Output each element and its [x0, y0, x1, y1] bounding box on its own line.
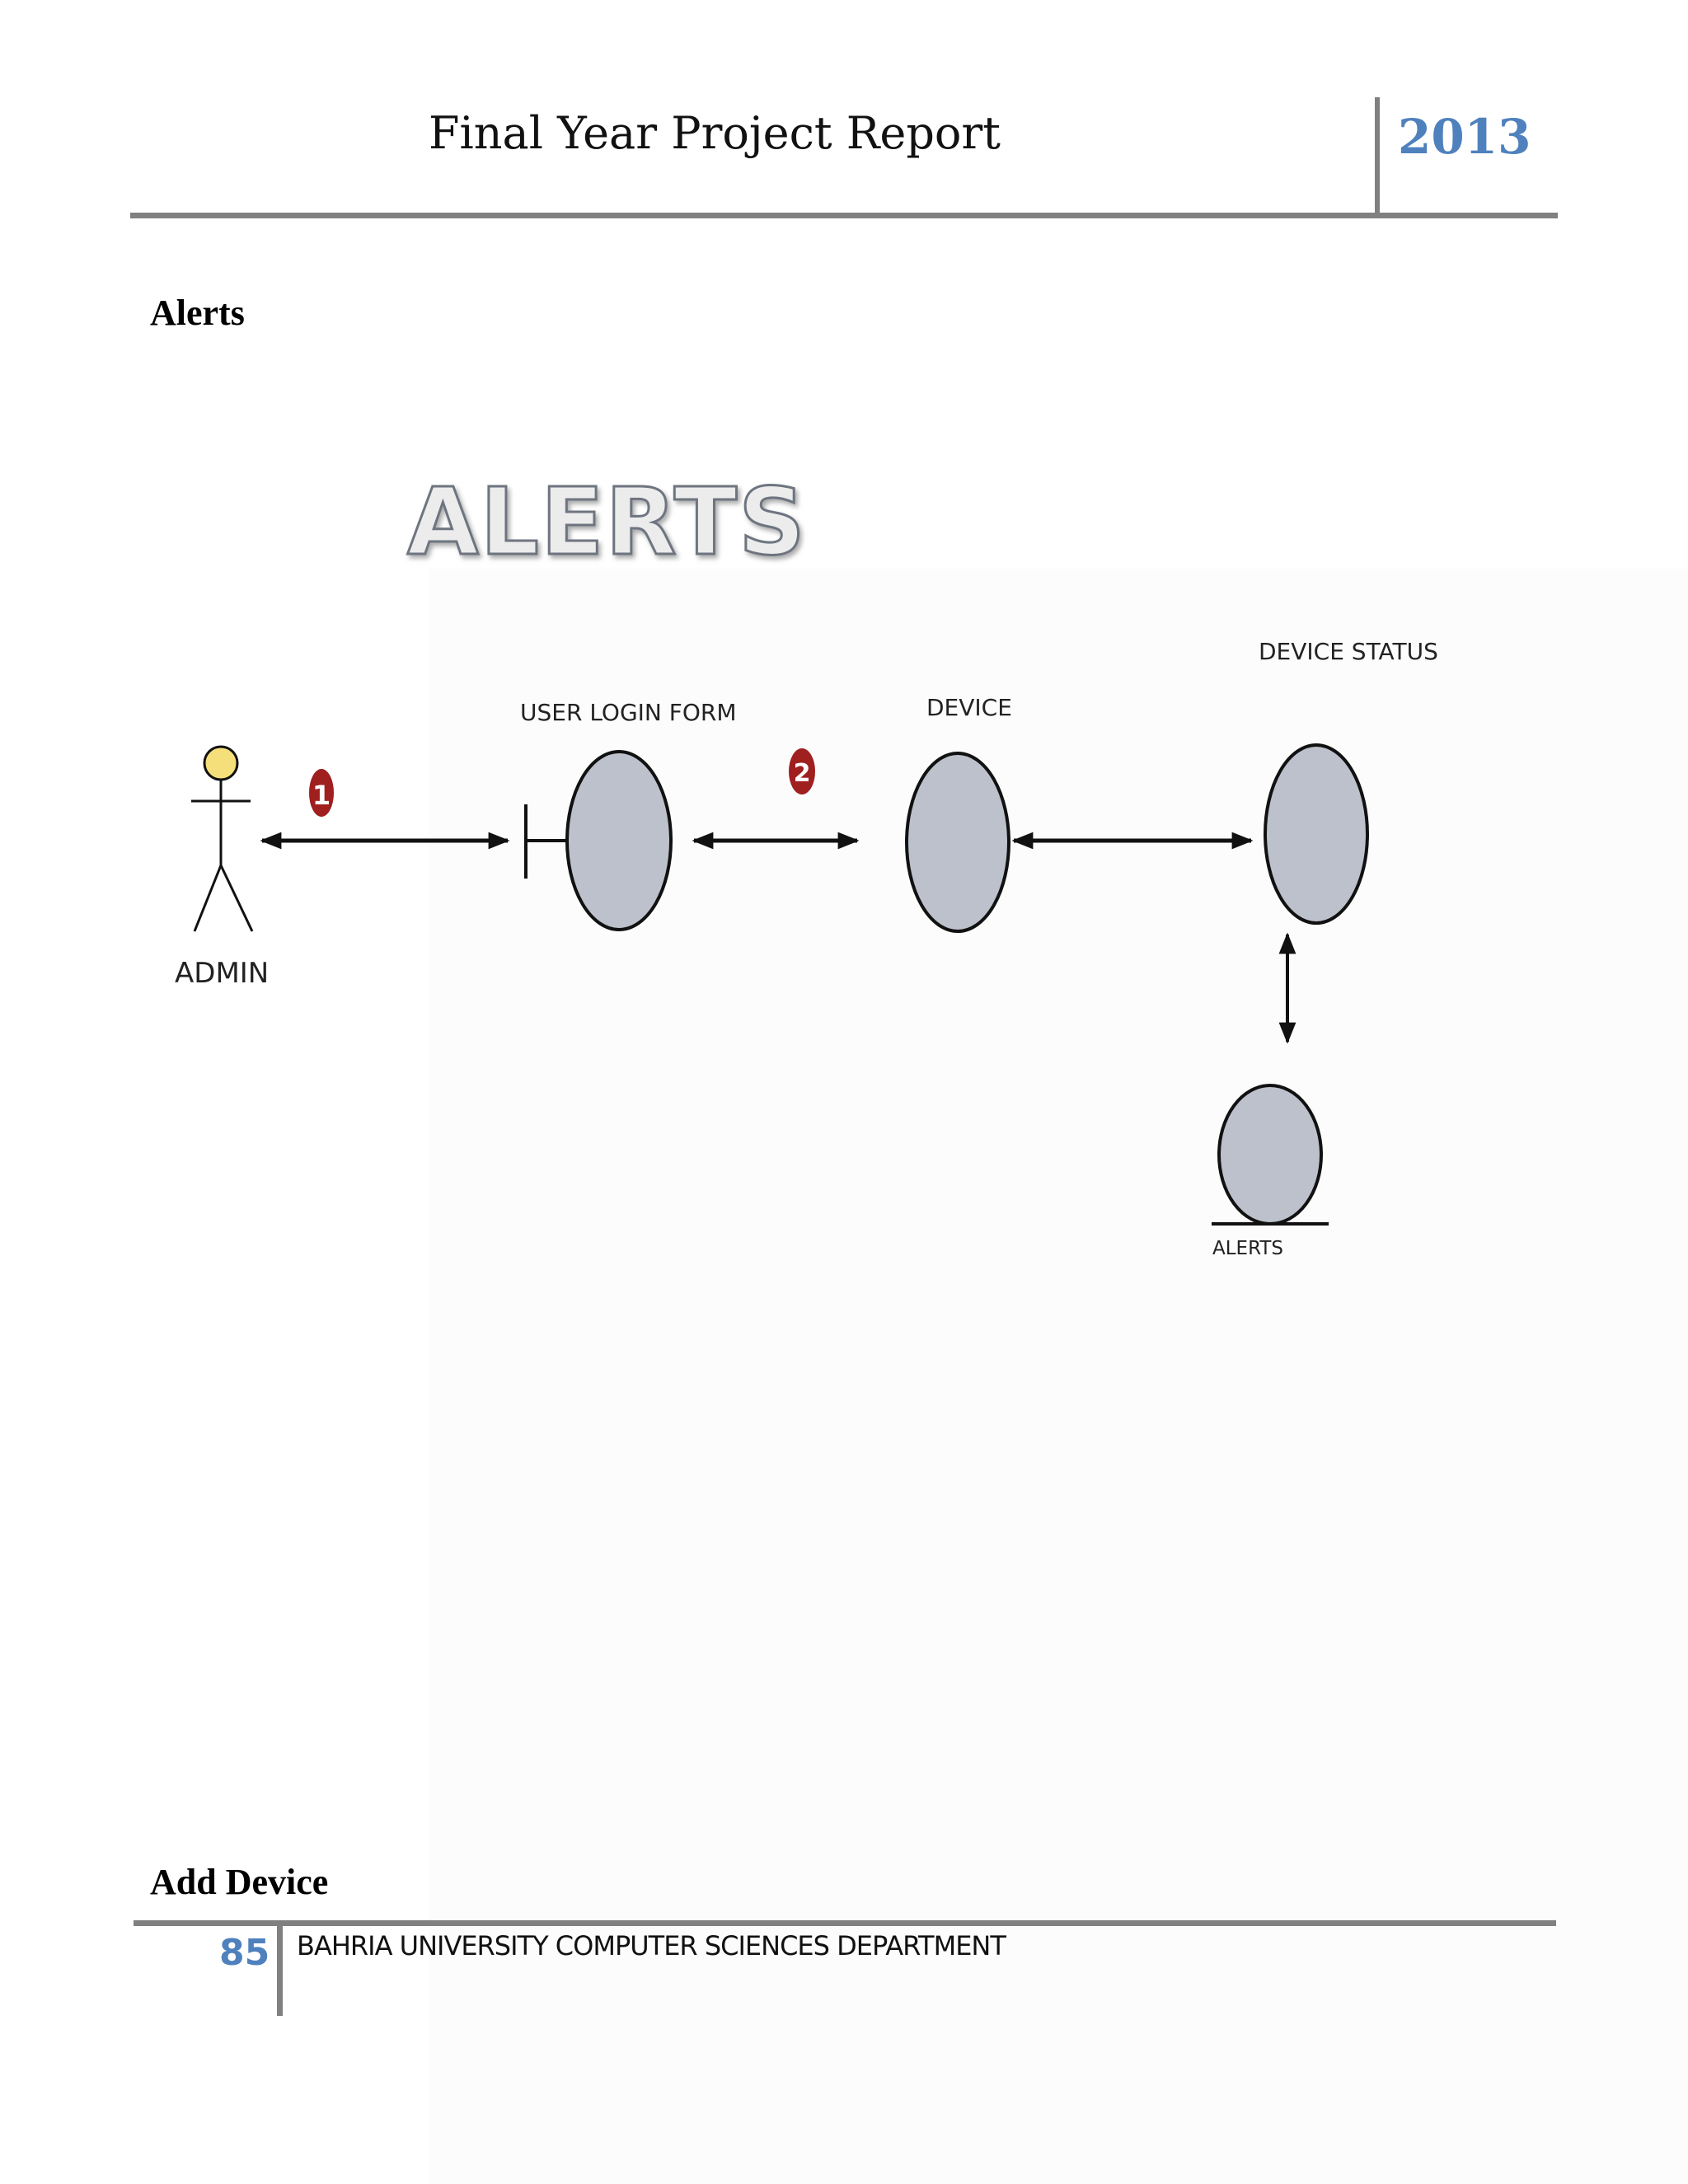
svg-text:2: 2	[793, 759, 811, 788]
page-number: 85	[219, 1932, 270, 1974]
node-alerts	[1212, 1085, 1329, 1224]
label-device: DEVICE	[926, 694, 1012, 721]
admin-actor	[191, 747, 252, 931]
label-alerts: ALERTS	[1212, 1238, 1284, 1259]
diagram-title: ALERTS	[407, 469, 807, 576]
step-marker-1	[309, 769, 334, 817]
header-title: Final Year Project Report	[429, 107, 1001, 159]
svg-text:1: 1	[312, 780, 331, 811]
node-device	[907, 753, 1009, 931]
label-device-status: DEVICE STATUS	[1259, 638, 1438, 665]
header-year: 2013	[1398, 109, 1531, 165]
step-marker-2	[789, 748, 815, 794]
section-heading-add-device: Add Device	[150, 1862, 329, 1902]
footer-department: BAHRIA UNIVERSITY COMPUTER SCIENCES DEPARTMENT	[297, 1930, 1006, 1961]
section-heading-alerts: Alerts	[150, 293, 245, 333]
node-device-status	[1265, 745, 1367, 923]
node-login-form	[526, 752, 671, 930]
footer-rule	[134, 1920, 1556, 1926]
footer-divider-vertical	[277, 1920, 283, 2016]
actor-head	[204, 747, 237, 780]
label-login-form: USER LOGIN FORM	[520, 699, 737, 726]
actor-label: ADMIN	[175, 957, 270, 990]
